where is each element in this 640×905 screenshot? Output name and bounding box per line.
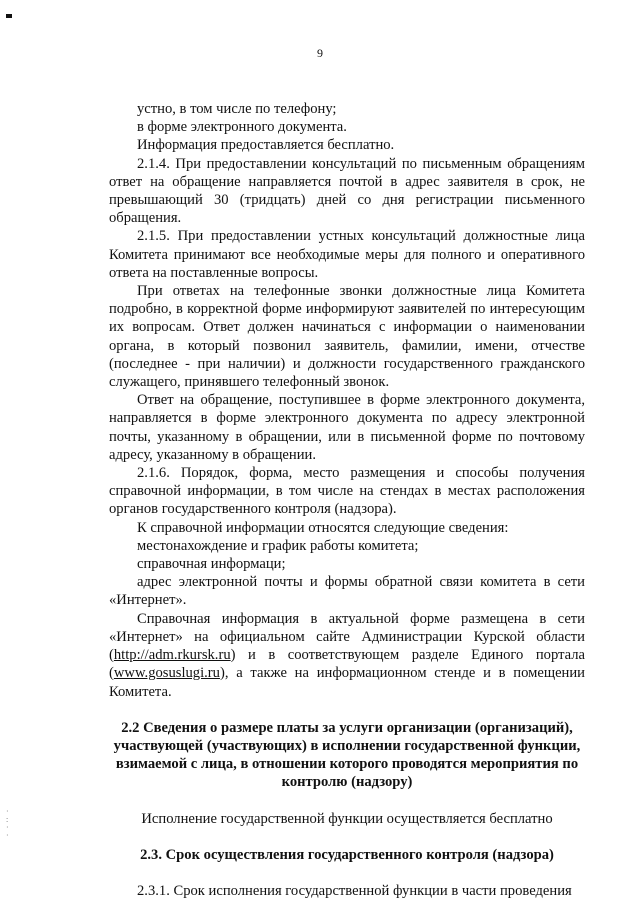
document-body: [109, 100, 585, 900]
reference-item-location: местонахождение и график работы комитета;: [137, 537, 419, 554]
paragraph-2-1-5: 2.1.5. При предоставлении устных консультаций должностные лица Комитета принимают все необходимые меры для полного и оперативного ответа на поставленные вопросы.: [109, 228, 585, 281]
paragraph-2-1-6: 2.1.6. Порядок, форма, место размещения и способы получения справочной информации, в том числе на стендах в местах расположения органов государственного контроля (надзора).: [109, 465, 585, 518]
paragraph-2-1-4: 2.1.4. При предоставлении консультаций по письменным обращениям ответ на обращение направляется почтой в адрес заявителя в срок, не превышающий 30 (тридцать) дней со дня регистрации письменного обращения.: [109, 155, 585, 227]
free-of-charge-line: Исполнение государственной функции осуществляется бесплатно: [141, 810, 553, 827]
paragraph-electronic-answer: Ответ на обращение, поступившее в форме электронного документа, направляется в форме электронного документа по адресу электронной почты, указанному в обращении, или в письменной форме по почтовому адресу, указанному в обращении.: [109, 392, 585, 463]
placement-text-a: Справочная информация в актуальной форме размещена в сети «Интернет» на официальном сайте Администрации Курской области (: [109, 610, 585, 664]
section-heading-2-3: 2.3. Срок осуществления государственного контроля (надзора): [140, 846, 554, 863]
line-free-info: Информация предоставляется бесплатно.: [137, 137, 395, 154]
line-electronic: в форме электронного документа.: [137, 119, 347, 136]
scan-mark: [6, 14, 12, 18]
reference-intro: К справочной информации относятся следующие сведения:: [137, 519, 509, 536]
section-heading-2-2: 2.2 Сведения о размере платы за услуги организации (организаций), участвующей (участвующих) в исполнении государственной функции, взимаемой с лица, в отношении которого проводятся мероприятия по контролю (надзору): [113, 719, 581, 791]
link-gosuslugi[interactable]: www.gosuslugi.ru: [113, 665, 220, 682]
paragraph-2-3-1: 2.3.1. Срок исполнения государственной функции в части проведения: [137, 882, 572, 899]
placement-text-c: ), а также на информационном стенде и в помещении Комитета.: [109, 665, 585, 700]
page-number: 9: [317, 46, 323, 60]
paragraph-phone-calls: При ответах на телефонные звонки должностные лица Комитета подробно, в корректной форме информируют заявителей по интересующим их вопросам. Ответ должен начинаться с информации о наименовании органа, в который позвонил заявитель, фамилии, имени, отчестве (последнее - при наличии) и должности государственного гражданского служащего, принявшего телефонный звонок.: [109, 283, 585, 391]
placement-text-b: ) и в соответствующем разделе Единого портала (: [109, 647, 585, 682]
reference-item-email: адрес электронной почты и формы обратной связи комитета в сети «Интернет».: [109, 574, 585, 609]
line-oral: устно, в том числе по телефону;: [137, 101, 337, 117]
link-adm-rkursk[interactable]: http://adm.rkursk.ru: [113, 647, 231, 664]
reference-item-info: справочная информаци;: [137, 556, 286, 573]
paragraph-placement: [109, 610, 585, 701]
scan-specks: · : · ·: [6, 807, 9, 840]
